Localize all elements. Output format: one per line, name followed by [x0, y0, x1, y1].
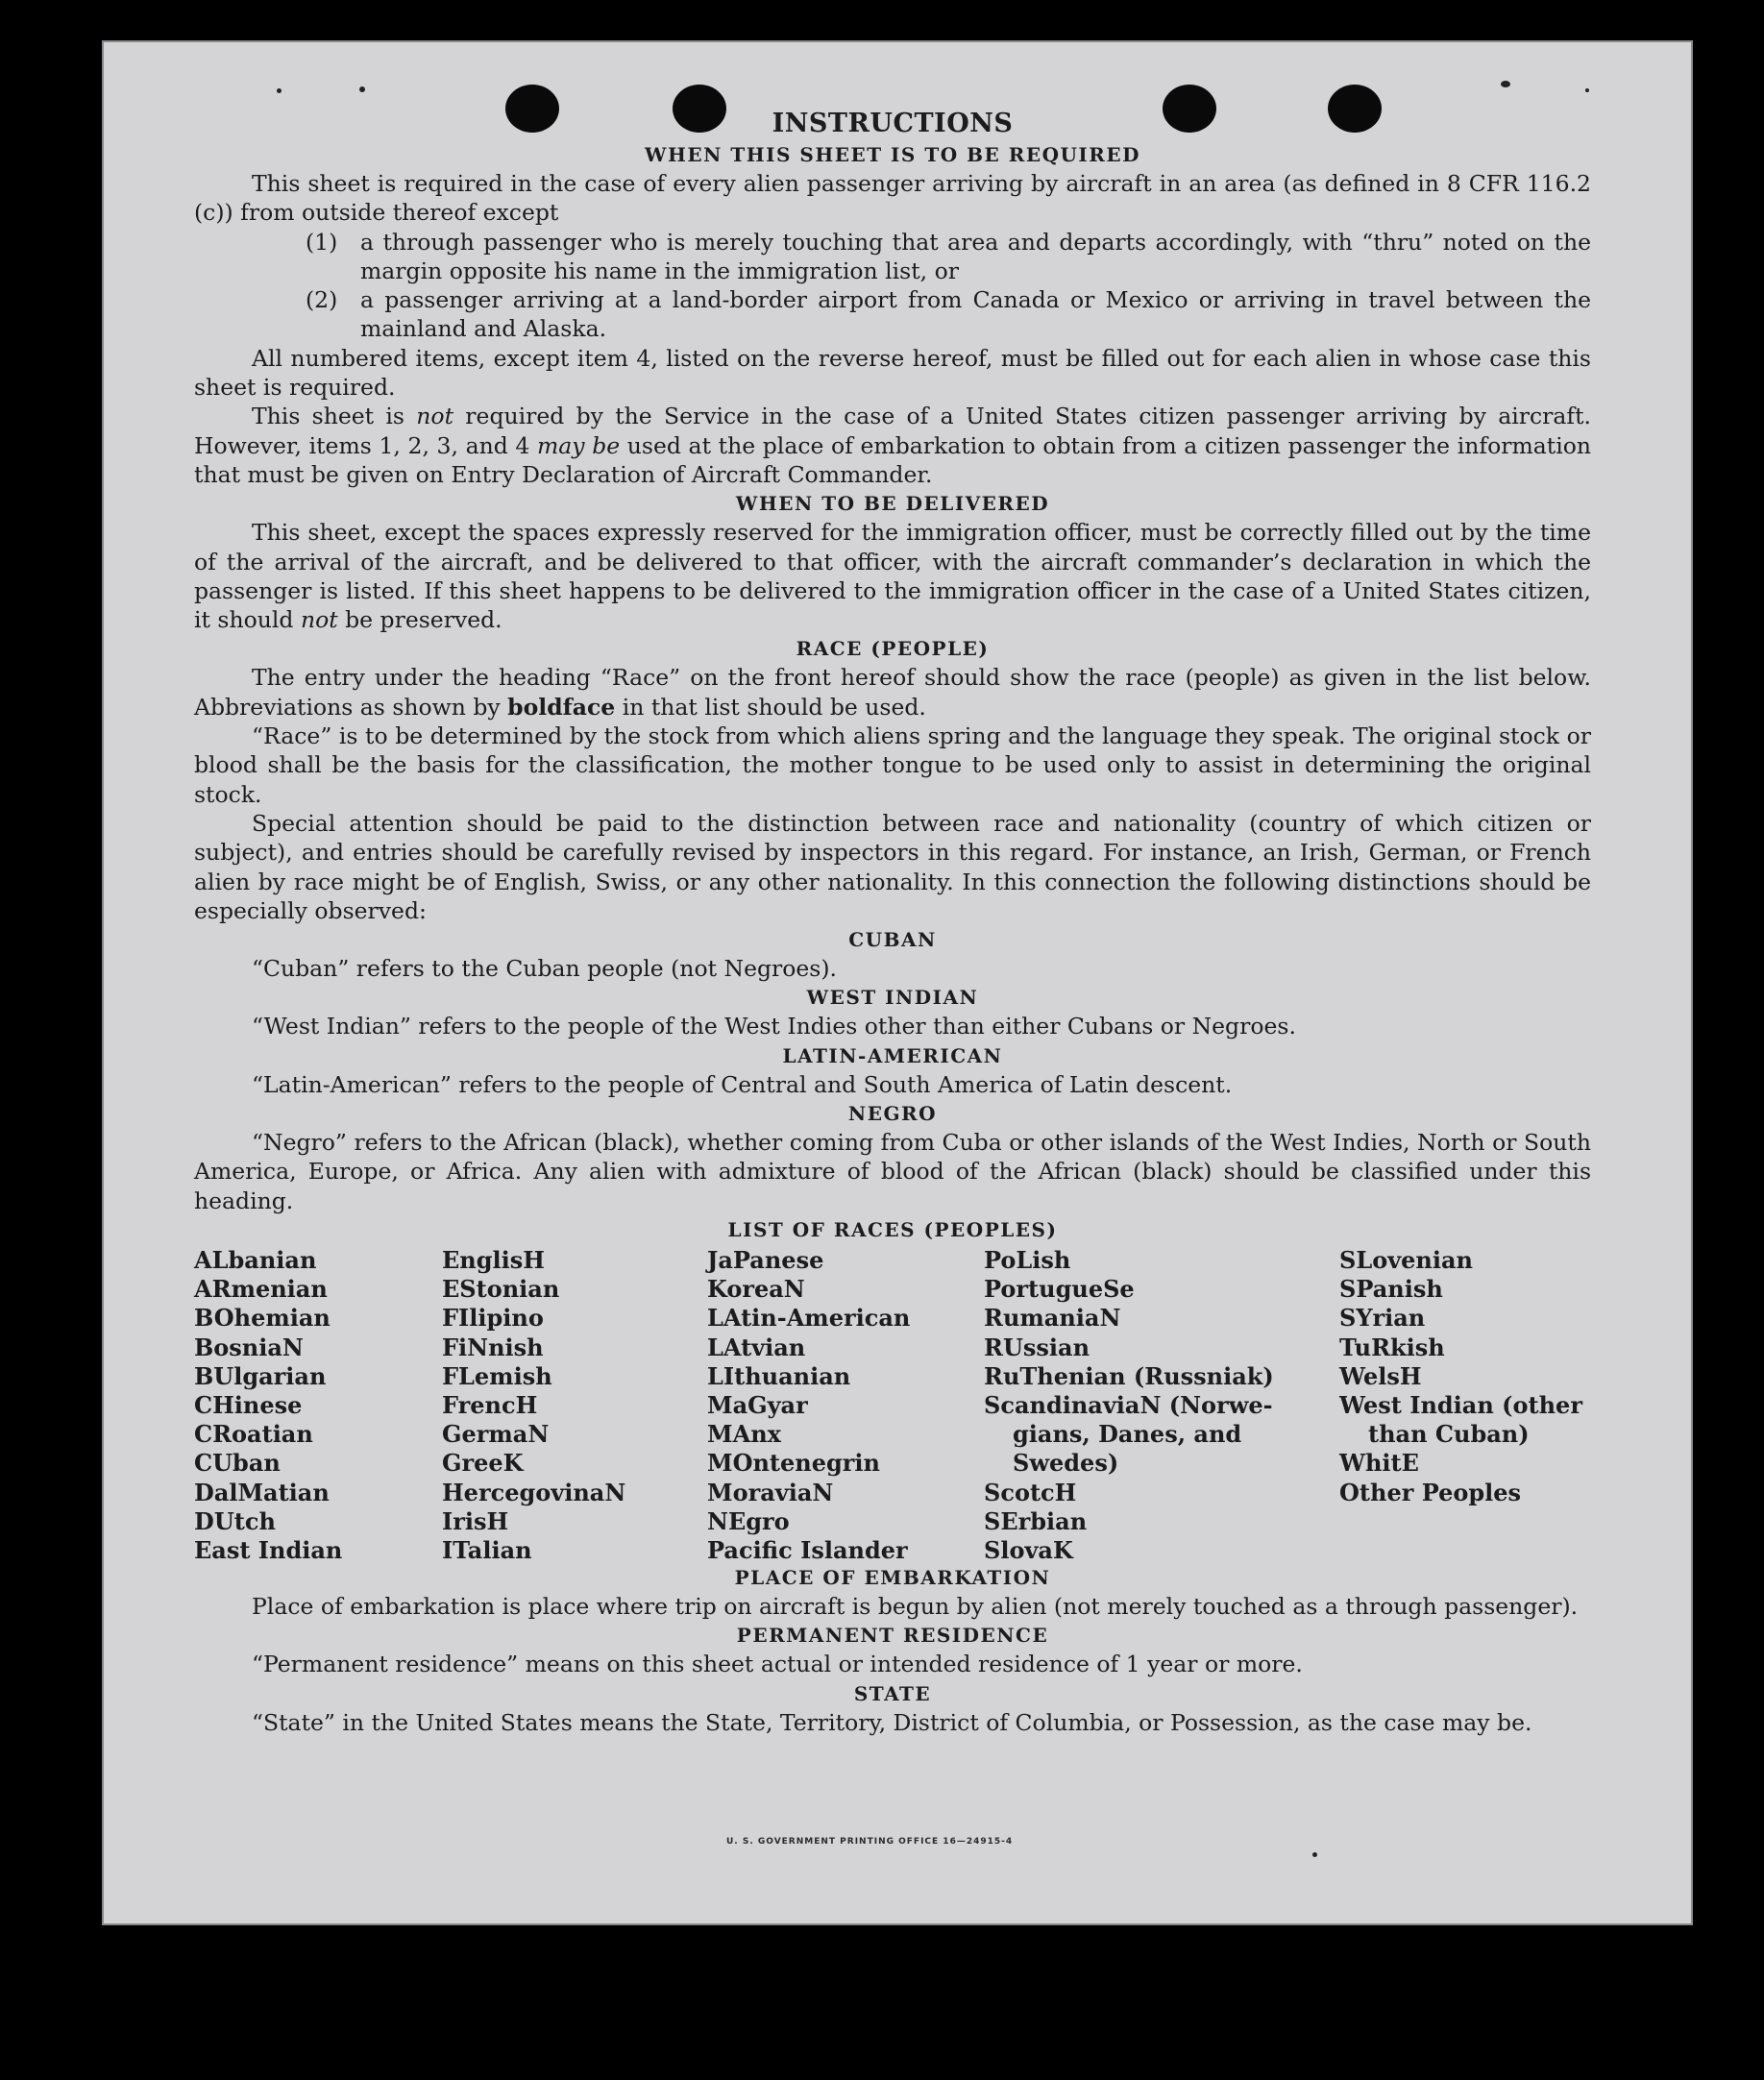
race-entry: ITalian	[442, 1535, 532, 1564]
race-entry: LAtin-American	[707, 1304, 911, 1333]
race-entry: JaPanese	[707, 1245, 824, 1274]
race-entry: MOntenegrin	[707, 1449, 880, 1478]
race-entry: PoLish	[984, 1245, 1071, 1274]
page-title: INSTRUCTIONS	[772, 109, 1014, 138]
race-entry: CHinese	[194, 1390, 303, 1419]
section-heading-cuban: CUBAN	[848, 928, 937, 952]
race-entry: EnglisH	[442, 1245, 545, 1274]
race-entry: MaGyar	[707, 1390, 808, 1419]
section-heading-negro: NEGRO	[847, 1102, 938, 1126]
paragraph: “Cuban” refers to the Cuban people (not Negroes).	[252, 955, 838, 983]
race-entry: CUban	[194, 1449, 281, 1478]
race-column-4	[984, 1246, 1274, 1565]
paragraph: Place of embarkation is place where trip on aircraft is begun by alien (not merely touched as a through passenger).	[252, 1592, 1579, 1620]
race-entry: West Indian (other	[1339, 1390, 1582, 1419]
race-entry: GreeK	[442, 1449, 524, 1478]
section-heading-permanent-residence: PERMANENT RESIDENCE	[736, 1624, 1049, 1648]
paragraph: “Permanent residence” means on this sheet actual or intended residence of 1 year or more.	[252, 1651, 1303, 1678]
race-entry: FiNnish	[442, 1333, 544, 1361]
speck	[1501, 81, 1510, 87]
paragraph: The entry under the heading “Race” on the front hereof should show the race (people) as given in the list below. Abbreviations as shown by boldface in that list should be used.	[194, 664, 1591, 721]
numbered-item	[194, 228, 1591, 286]
race-entry: DalMatian	[194, 1478, 330, 1506]
race-entry: NEgro	[707, 1506, 790, 1535]
section-heading-state: STATE	[853, 1681, 932, 1705]
document-sheet	[102, 40, 1693, 1925]
speck	[1312, 1852, 1317, 1857]
item-text: a passenger arriving at a land-border airport from Canada or Mexico or arriving in travel between the mainland and Alaska.	[360, 286, 1591, 343]
instructions-content	[194, 108, 1591, 1737]
race-entry: MAnx	[707, 1420, 781, 1449]
race-entry: IrisH	[442, 1506, 509, 1535]
paragraph: “Negro” refers to the African (black), whether coming from Cuba or other islands of the West Indies, North or South America, Europe, or Africa. Any alien with admixture of blood of the African (black) should be classified under this heading.	[194, 1129, 1591, 1214]
race-entry: WelsH	[1339, 1361, 1422, 1390]
paragraph: This sheet is required in the case of every alien passenger arriving by aircraft in an area (as defined in 8 CFR 116.2 (c)) from outside thereof except	[194, 170, 1591, 227]
race-entry: HercegovinaN	[442, 1478, 626, 1506]
speck	[359, 86, 365, 92]
race-entry: BUlgarian	[194, 1361, 327, 1390]
race-entry: RumaniaN	[984, 1304, 1121, 1333]
race-entry: PortugueSe	[984, 1275, 1135, 1304]
race-entry: CRoatian	[194, 1420, 313, 1449]
section-heading-race: RACE (PEOPLE)	[796, 637, 990, 661]
race-entry: TuRkish	[1339, 1333, 1445, 1361]
section-heading-west-indian: WEST INDIAN	[806, 986, 979, 1010]
section-heading-when-required: WHEN THIS SHEET IS TO BE REQUIRED	[645, 143, 1140, 166]
item-number: (1)	[306, 228, 338, 256]
printer-imprint: U. S. GOVERNMENT PRINTING OFFICE 16—24915-4	[726, 1837, 1014, 1847]
paragraph: “Race” is to be determined by the stock from which aliens spring and the language they speak. The original stock or blood shall be the basis for the classification, the mother tongue to be used only to assist in determining the original stock.	[194, 722, 1591, 808]
race-column-5	[1339, 1246, 1582, 1507]
race-entry: SYrian	[1339, 1304, 1426, 1333]
race-column-3	[707, 1246, 910, 1565]
race-entry: gians, Danes, and	[1013, 1420, 1242, 1449]
race-entry: than Cuban)	[1368, 1420, 1530, 1449]
race-column-2	[442, 1246, 625, 1565]
race-entry: WhitE	[1339, 1449, 1419, 1478]
speck	[1585, 88, 1589, 92]
item-number: (2)	[306, 286, 338, 314]
paragraph: “West Indian” refers to the people of the West Indies other than either Cubans or Negroes.	[252, 1013, 1296, 1040]
paragraph: Special attention should be paid to the distinction between race and nationality (country of which citizen or subject), and entries should be carefully revised by inspectors in this regard. For instance, an Irish, German, or French alien by race might be of English, Swiss, or any other nationality. In this connection the following distinctions should be especially observed:	[194, 809, 1591, 924]
race-entry: ScotcH	[984, 1478, 1077, 1506]
paragraph: “State” in the United States means the State, Territory, District of Columbia, or Possession, as the case may be.	[252, 1708, 1532, 1736]
race-entry: LIthuanian	[707, 1361, 851, 1390]
paragraph: All numbered items, except item 4, listed on the reverse hereof, must be filled out for each alien in whose case this sheet is required.	[194, 344, 1591, 402]
item-text: a through passenger who is merely touching that area and departs accordingly, with “thru” noted on the margin opposite his name in the immigration list, or	[360, 228, 1591, 284]
race-entry: Pacific Islander	[707, 1535, 908, 1564]
section-heading-place-of-embarkation: PLACE OF EMBARKATION	[734, 1565, 1051, 1589]
speck	[277, 88, 282, 93]
race-entry: Other Peoples	[1339, 1478, 1522, 1506]
race-column-1	[194, 1246, 342, 1565]
race-entry: BOhemian	[194, 1304, 331, 1333]
race-entry: RuThenian (Russniak)	[984, 1361, 1274, 1390]
race-entry: ARmenian	[194, 1275, 328, 1304]
race-entry: DUtch	[194, 1506, 276, 1535]
race-entry: RUssian	[984, 1333, 1090, 1361]
race-entry: FIlipino	[442, 1304, 544, 1333]
race-entry: ScandinaviaN (Norwe-	[984, 1390, 1273, 1419]
race-entry: EStonian	[442, 1275, 560, 1304]
race-list	[194, 1246, 1591, 1563]
race-entry: FLemish	[442, 1361, 552, 1390]
race-entry: LAtvian	[707, 1333, 806, 1361]
paragraph: This sheet is not required by the Service in the case of a United States citizen passenger arriving by aircraft. However, items 1, 2, 3, and 4 may be used at the place of embarkation to obtain from a citizen passenger the information that must be given on Entry Declaration of Aircraft Commander.	[194, 403, 1591, 488]
race-entry: GermaN	[442, 1420, 550, 1449]
race-entry: SLovenian	[1339, 1245, 1473, 1274]
paragraph: “Latin-American” refers to the people of Central and South America of Latin descent.	[252, 1070, 1233, 1098]
race-entry: MoraviaN	[707, 1478, 834, 1506]
race-entry: East Indian	[194, 1535, 343, 1564]
section-heading-latin-american: LATIN-AMERICAN	[782, 1043, 1003, 1067]
race-entry: FrencH	[442, 1390, 538, 1419]
race-entry: BosniaN	[194, 1333, 304, 1361]
section-heading-when-delivered: WHEN TO BE DELIVERED	[735, 492, 1050, 516]
race-entry: SPanish	[1339, 1275, 1443, 1304]
race-entry: Swedes)	[1013, 1449, 1119, 1478]
race-entry: SErbian	[984, 1506, 1088, 1535]
race-entry: ALbanian	[194, 1245, 317, 1274]
numbered-item	[194, 285, 1591, 344]
race-entry: SlovaK	[984, 1535, 1073, 1564]
section-heading-list-of-races: LIST OF RACES (PEOPLES)	[727, 1217, 1058, 1241]
race-entry: KoreaN	[707, 1275, 805, 1304]
paragraph: This sheet, except the spaces expressly reserved for the immigration officer, must be correctly filled out by the time of the arrival of the aircraft, and be delivered to that officer, with the aircraft commander’s declaration in which the passenger is listed. If this sheet happens to be delivered to the immigration officer in the case of a United States citizen, it should not be preserved.	[194, 519, 1591, 634]
